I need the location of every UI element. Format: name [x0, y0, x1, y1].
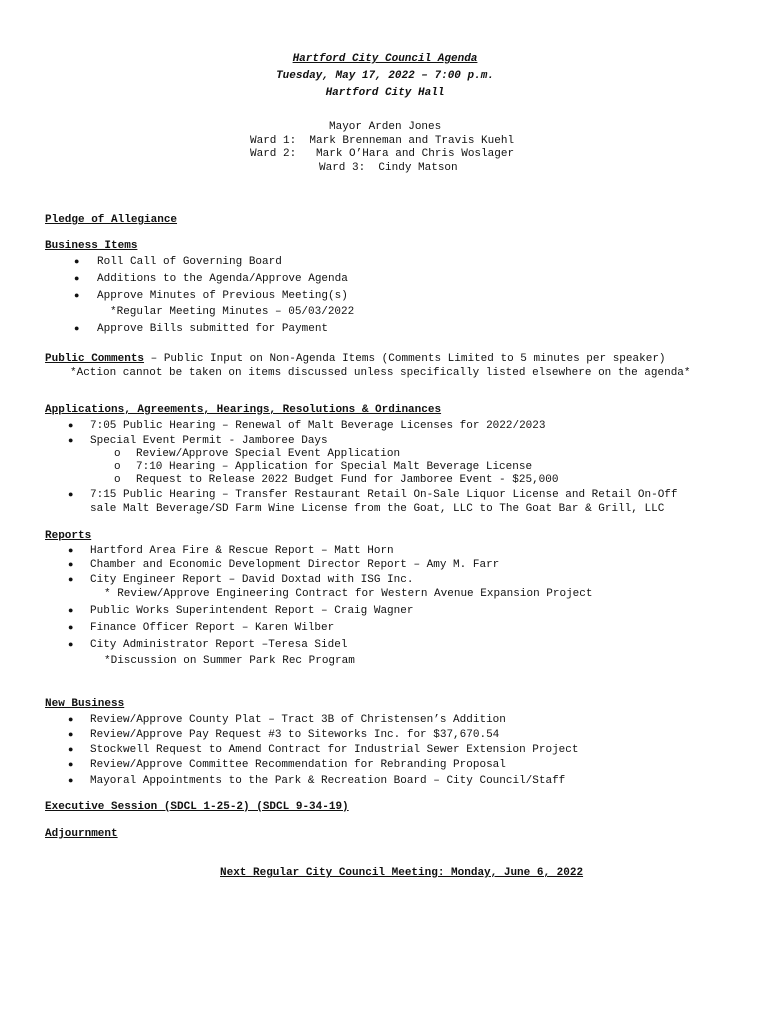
bullet-icon: ●	[68, 575, 74, 585]
public-comments-text: – Public Input on Non-Agenda Items (Comments Limited to 5 minutes per speaker)	[144, 353, 666, 365]
list-item: Review/Approve Committee Recommendation for Rebranding Proposal	[90, 759, 506, 771]
bullet-icon: ●	[68, 546, 74, 556]
ward2-line: Ward 2: Mark O’Hara and Chris Woslager	[250, 148, 515, 160]
public-comments-line	[45, 353, 666, 366]
list-item: City Engineer Report – David Doxtad with ISG Inc.	[90, 574, 414, 586]
bullet-icon: ●	[68, 623, 74, 633]
bullet-icon: ●	[68, 606, 74, 616]
bullet-icon: ●	[68, 436, 74, 446]
list-subitem: * Review/Approve Engineering Contract for Western Avenue Expansion Project	[104, 588, 593, 600]
list-subitem: 7:10 Hearing – Application for Special Malt Beverage License	[136, 461, 533, 473]
bullet-icon: ●	[74, 257, 80, 267]
list-item: Mayoral Appointments to the Park & Recreation Board – City Council/Staff	[90, 775, 566, 787]
list-item: Chamber and Economic Development Director Report – Amy M. Farr	[90, 559, 500, 571]
circle-bullet-icon: o	[114, 461, 121, 473]
list-item: Roll Call of Governing Board	[97, 256, 282, 268]
adjournment-heading: Adjournment	[45, 828, 118, 840]
mayor-line: Mayor Arden Jones	[329, 121, 442, 133]
pledge-heading: Pledge of Allegiance	[45, 214, 178, 226]
list-item: Review/Approve Pay Request #3 to Siteworks Inc. for $37,670.54	[90, 729, 500, 741]
bullet-icon: ●	[68, 730, 74, 740]
ward3-line: Ward 3: Cindy Matson	[319, 162, 458, 174]
list-item: Finance Officer Report – Karen Wilber	[90, 622, 335, 634]
bullet-icon: ●	[68, 760, 74, 770]
bullet-icon: ●	[68, 745, 74, 755]
public-comments-heading: Public Comments	[45, 353, 145, 365]
list-item: 7:05 Public Hearing – Renewal of Malt Beverage Licenses for 2022/2023	[90, 420, 546, 432]
list-item: Public Works Superintendent Report – Craig Wagner	[90, 605, 414, 617]
ward1-line: Ward 1: Mark Brenneman and Travis Kuehl	[250, 135, 515, 147]
applications-heading: Applications, Agreements, Hearings, Resolutions & Ordinances	[45, 404, 442, 416]
bullet-icon: ●	[74, 274, 80, 284]
list-item-continued: sale Malt Beverage/SD Farm Wine License from the Goat, LLC to The Goat Bar & Grill, LLC	[90, 503, 665, 515]
agenda-title: Hartford City Council Agenda	[292, 53, 478, 65]
reports-heading: Reports	[45, 530, 92, 542]
list-item: Approve Minutes of Previous Meeting(s)	[97, 290, 348, 302]
list-item: Hartford Area Fire & Rescue Report – Matt Horn	[90, 545, 394, 557]
bullet-icon: ●	[74, 291, 80, 301]
public-comments-note: *Action cannot be taken on items discussed unless specifically listed elsewhere on the agenda*	[70, 367, 691, 379]
business-heading: Business Items	[45, 240, 138, 252]
list-item: Stockwell Request to Amend Contract for Industrial Sewer Extension Project	[90, 744, 579, 756]
circle-bullet-icon: o	[114, 448, 121, 460]
bullet-icon: ●	[68, 715, 74, 725]
executive-session-heading: Executive Session (SDCL 1-25-2) (SDCL 9-34-19)	[45, 801, 349, 813]
list-subitem: Review/Approve Special Event Application	[136, 448, 401, 460]
list-item: Additions to the Agenda/Approve Agenda	[97, 273, 348, 285]
list-item: 7:15 Public Hearing – Transfer Restaurant Retail On-Sale Liquor License and Retail On-Off	[90, 489, 678, 501]
list-subitem: *Discussion on Summer Park Rec Program	[104, 655, 355, 667]
list-subitem: *Regular Meeting Minutes – 05/03/2022	[110, 306, 355, 318]
circle-bullet-icon: o	[114, 474, 121, 486]
list-item: Approve Bills submitted for Payment	[97, 323, 329, 335]
new-business-heading: New Business	[45, 698, 125, 710]
meeting-location: Hartford City Hall	[325, 87, 445, 99]
bullet-icon: ●	[68, 490, 74, 500]
bullet-icon: ●	[74, 324, 80, 334]
meeting-date: Tuesday, May 17, 2022 – 7:00 p.m.	[276, 70, 494, 82]
bullet-icon: ●	[68, 640, 74, 650]
list-item: City Administrator Report –Teresa Sidel	[90, 639, 348, 651]
list-subitem: Request to Release 2022 Budget Fund for Jamboree Event - $25,000	[136, 474, 559, 486]
next-meeting-line: Next Regular City Council Meeting: Monday, June 6, 2022	[220, 867, 584, 879]
bullet-icon: ●	[68, 776, 74, 786]
bullet-icon: ●	[68, 421, 74, 431]
list-item: Special Event Permit - Jamboree Days	[90, 435, 328, 447]
list-item: Review/Approve County Plat – Tract 3B of Christensen’s Addition	[90, 714, 506, 726]
bullet-icon: ●	[68, 560, 74, 570]
